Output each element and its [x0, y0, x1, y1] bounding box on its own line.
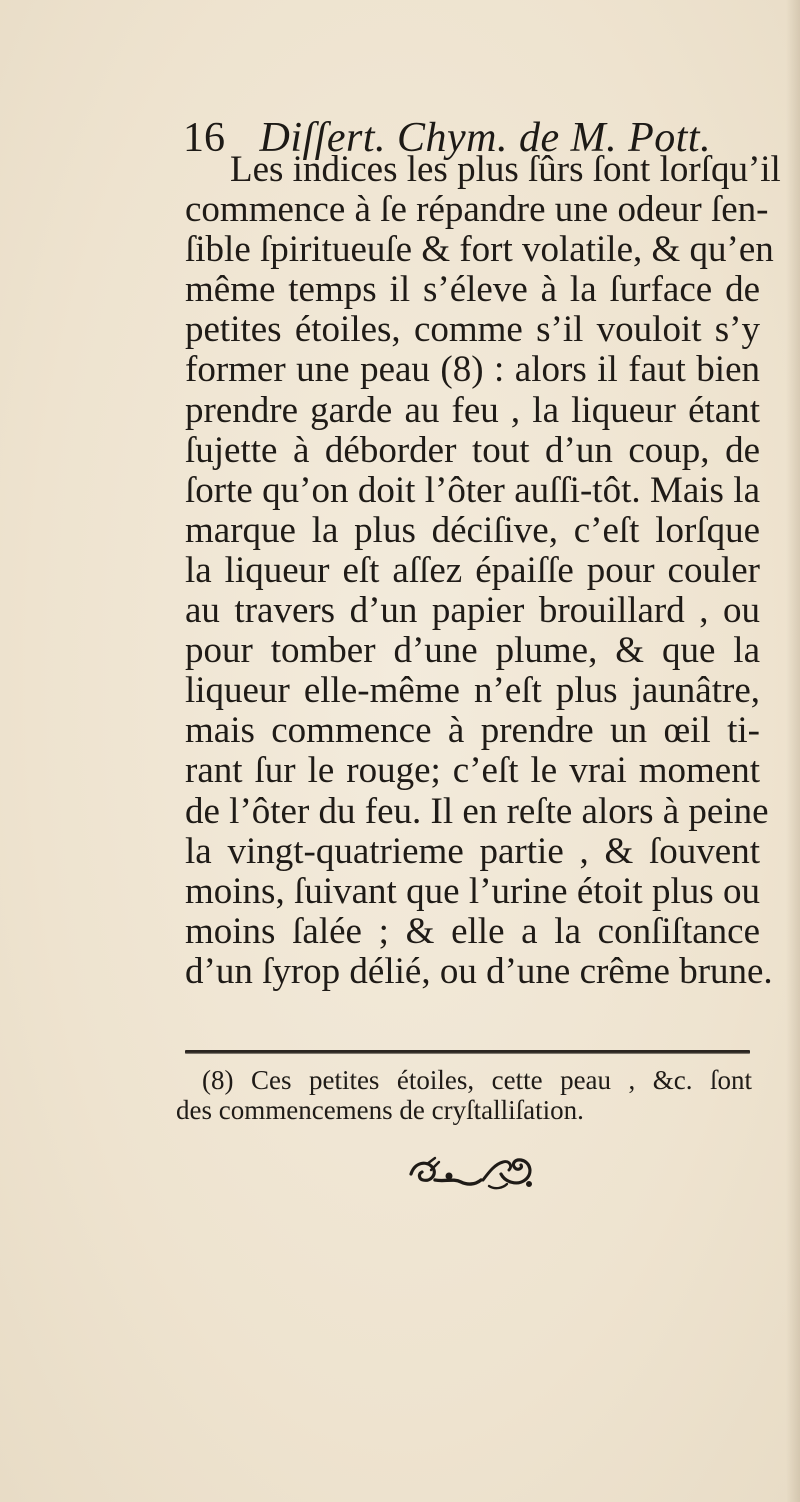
text-line: prendre garde au feu , la liqueur étant [185, 389, 760, 431]
page-gutter-shadow [786, 0, 800, 1502]
text-line: moins ſalée ; & elle a la conſiſtance [185, 910, 760, 952]
text-line: d’un ſyrop délié, ou d’une crême brune. [185, 950, 773, 992]
footnote-separator-rule [185, 1050, 750, 1054]
text-line: moins, ſuivant que l’urine étoit plus ou [185, 870, 760, 912]
text-line: ſible ſpiritueuſe & fort volatile, & qu’en [185, 229, 774, 271]
text-line: former une peau (8) : alors il faut bien [185, 349, 760, 391]
printer-fleuron-icon [405, 1152, 545, 1196]
main-text [185, 149, 781, 992]
running-title: Diſſert. Chym. de M. Pott. [259, 115, 712, 161]
text-line: rant ſur le rouge; c’eſt le vrai moment [185, 750, 760, 792]
text-line: mais commence à prendre un œil ti- [185, 710, 760, 752]
footnote [176, 1065, 752, 1125]
footnote-line: (8) Ces petites étoiles, cette peau , &c. ſont [202, 1065, 752, 1095]
text-line: Les indices les plus ſûrs ſont lorſqu’il [230, 149, 781, 190]
text-line: de l’ôter du feu. Il en reſte alors à peine [185, 790, 769, 832]
text-line: ſorte qu’on doit l’ôter auſſi-tôt. Mais la [185, 469, 760, 511]
text-line: ſujette à déborder tout d’un coup, de [185, 429, 760, 471]
text-line: la liqueur eſt aſſez épaiſſe pour couler [185, 549, 760, 591]
text-line: marque la plus déciſive, c’eſt lorſque [185, 509, 760, 551]
text-line: même temps il s’éleve à la ſurface de [185, 269, 760, 311]
text-line: petites étoiles, comme s’il vouloit s’y [185, 309, 760, 351]
text-line: liqueur elle-même n’eſt plus jaunâtre, [185, 670, 760, 712]
text-line: la vingt-quatrieme partie , & ſouvent [185, 830, 760, 872]
text-line: au travers d’un papier brouillard , ou [185, 590, 760, 632]
footnote-line: des commencemens de cryſtalliſation. [176, 1095, 584, 1125]
text-line: pour tomber d’une plume, & que la [185, 630, 760, 672]
page-number: 16 [183, 115, 225, 161]
text-line: commence à ſe répandre une odeur ſen- [185, 189, 769, 231]
